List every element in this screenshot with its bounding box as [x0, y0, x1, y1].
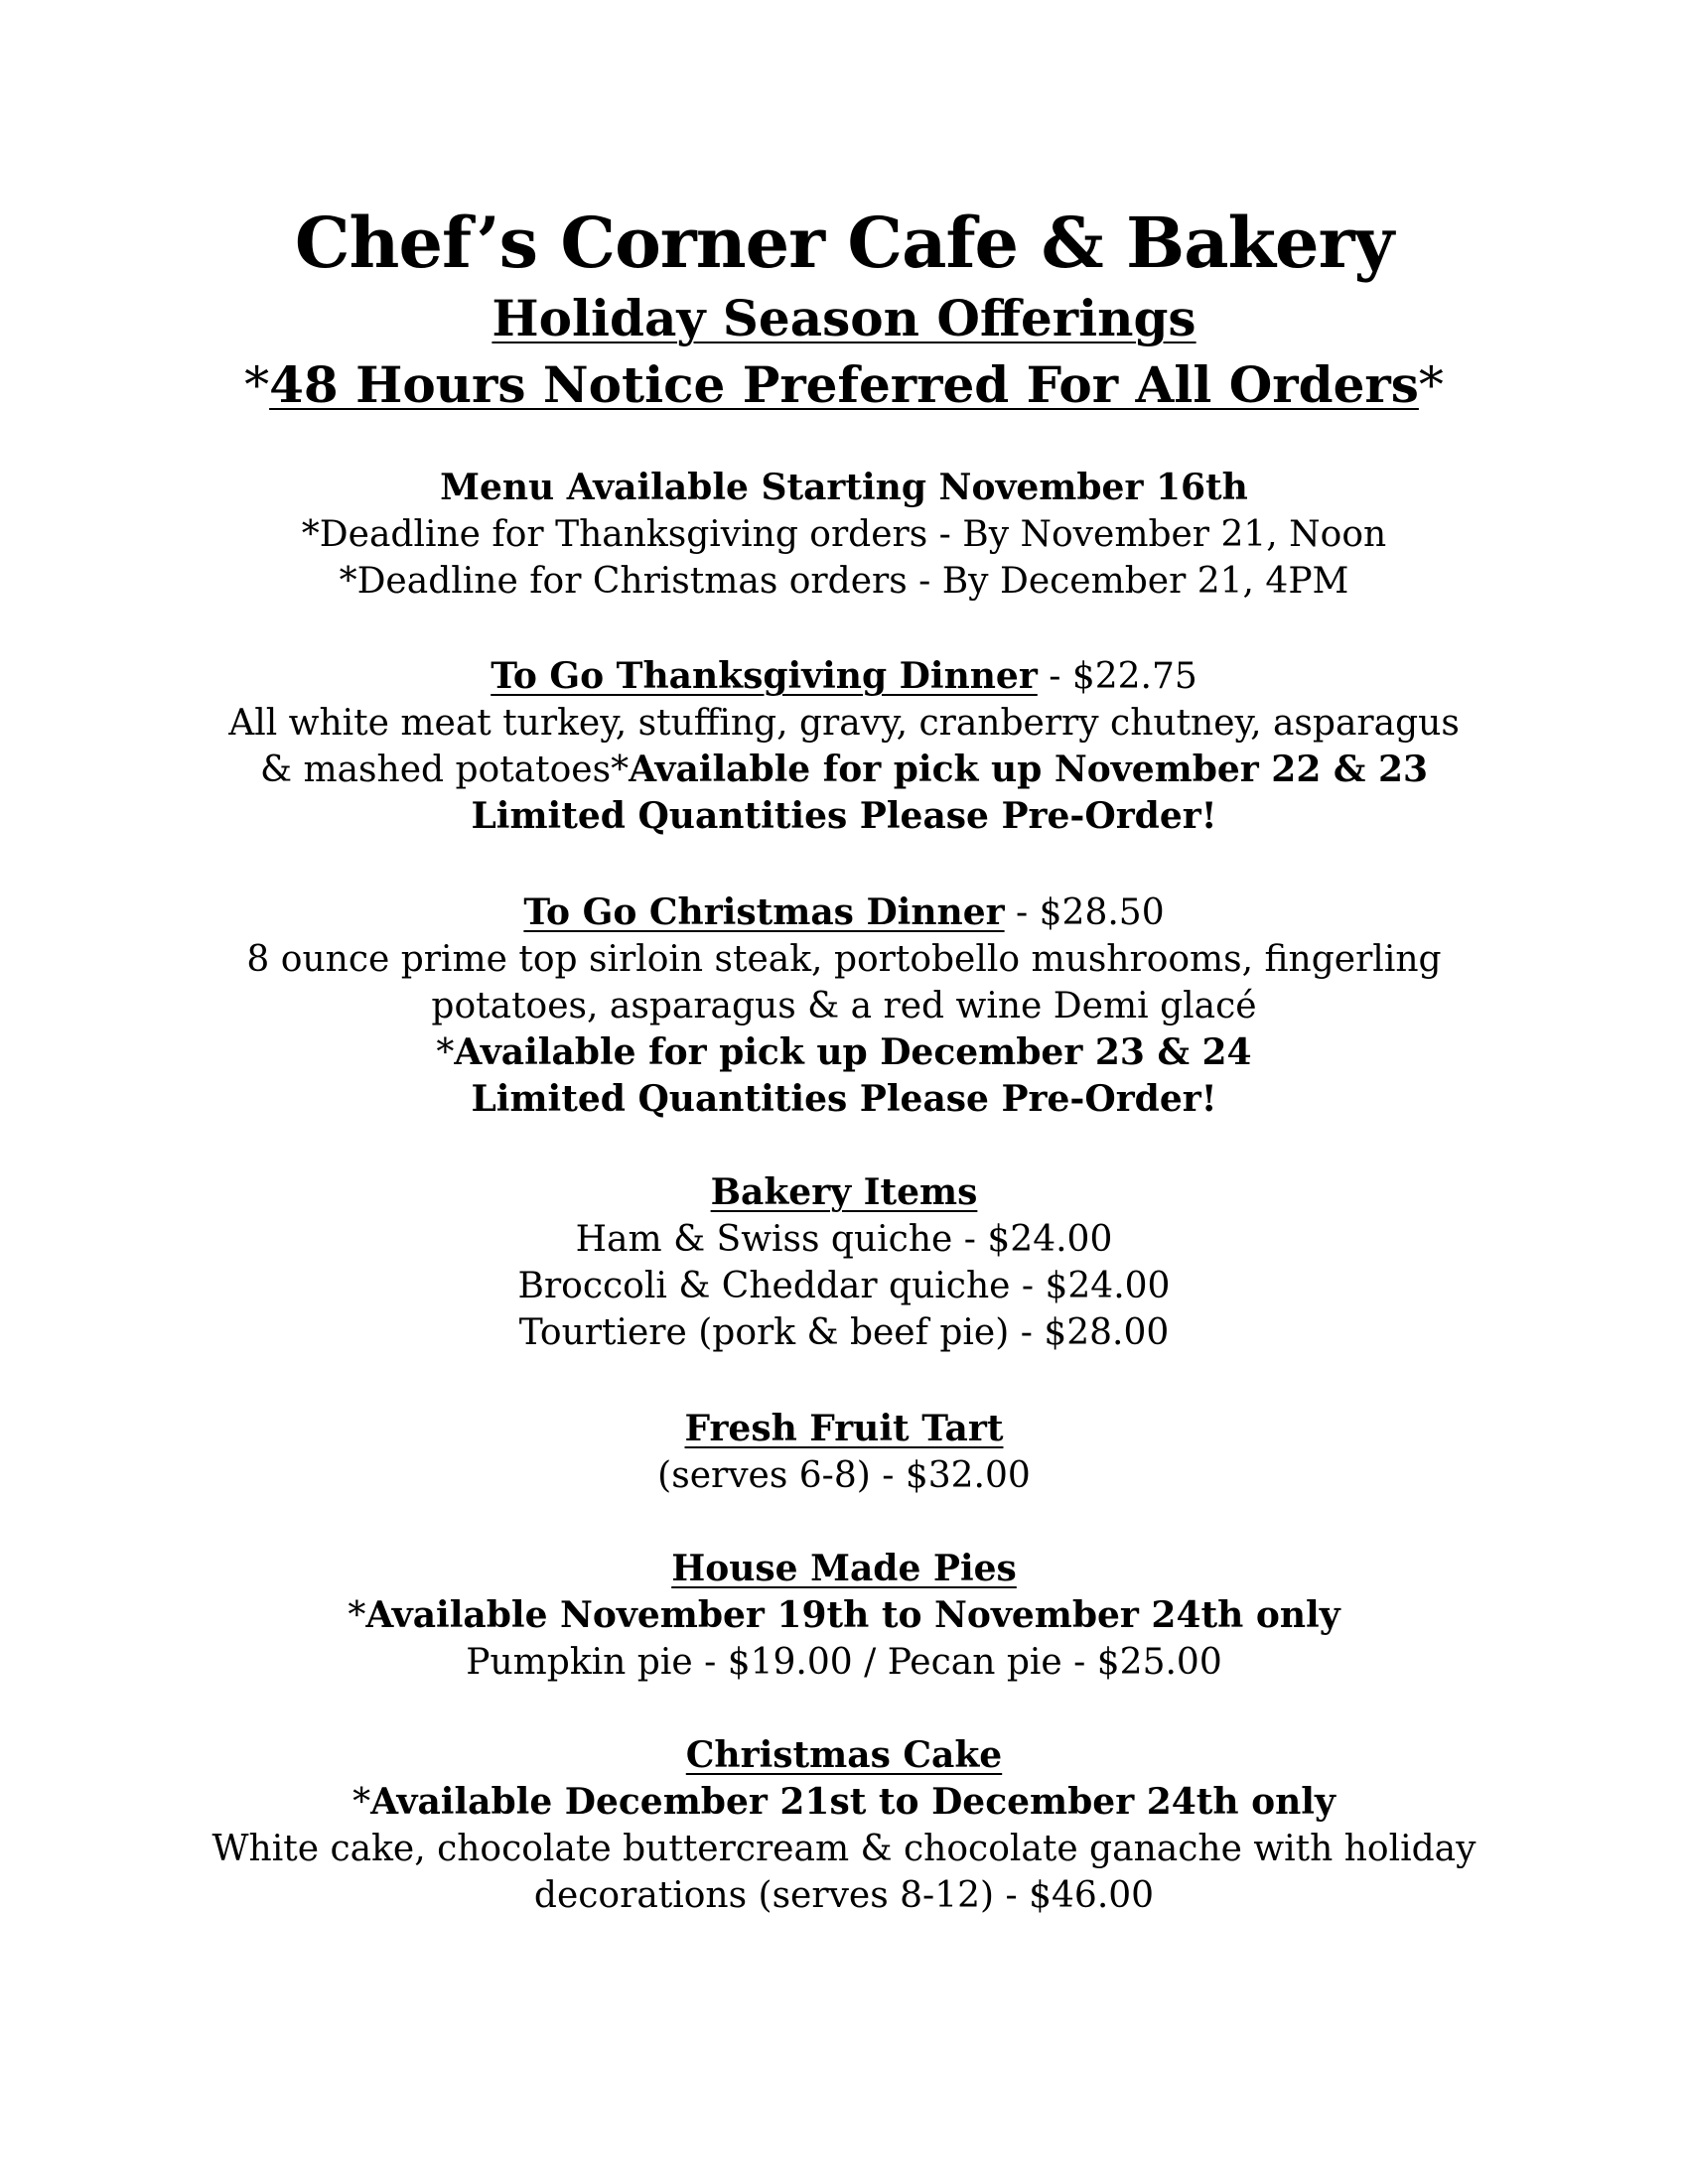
thanksgiving-star: *: [611, 750, 630, 790]
bakery-heading: Bakery Items: [710, 1171, 978, 1213]
cake-desc-2: decorations (serves 8-12) - $46.00: [533, 1875, 1155, 1916]
notice-text: 48 Hours Notice Preferred For All Orders: [269, 355, 1419, 414]
christmas-pickup-line: [0, 1029, 1688, 1076]
page-subtitle: [0, 286, 1688, 351]
thanksgiving-pickup: Available for pick up November 22 & 23: [629, 749, 1429, 790]
thanksgiving-desc-2-line: [0, 747, 1688, 793]
christmas-heading: To Go Christmas Dinner: [523, 891, 1005, 933]
tart-heading-line: [0, 1406, 1688, 1452]
pies-availability-line: [0, 1592, 1688, 1639]
pies-section: [0, 1546, 1688, 1686]
pies-heading-line: [0, 1546, 1688, 1592]
notice-star-right: *: [1418, 356, 1444, 414]
page-title: Chef’s Corner Cafe & Bakery: [294, 202, 1394, 284]
christmas-limited: Limited Quantities Please Pre-Order!: [471, 1078, 1217, 1120]
bakery-heading-line: [0, 1169, 1688, 1216]
subtitle-text: Holiday Season Offerings: [492, 289, 1196, 347]
christmas-dinner-section: [0, 889, 1688, 1123]
thanksgiving-desc-1: All white meat turkey, stuffing, gravy, cranberry chutney, asparagus: [228, 703, 1460, 744]
cake-heading: Christmas Cake: [685, 1734, 1003, 1776]
cake-desc-1: White cake, chocolate buttercream & chocolate ganache with holiday: [211, 1829, 1477, 1869]
pies-availability: Available November 19th to November 24th only: [365, 1594, 1340, 1636]
christmas-pickup: Available for pick up December 23 & 24: [454, 1031, 1252, 1073]
thanksgiving-deadline: *Deadline for Thanksgiving orders - By November 21, Noon: [301, 514, 1387, 555]
availability-line: Menu Available Starting November 16th: [440, 467, 1248, 508]
thanksgiving-desc-2: & mashed potatoes: [259, 750, 612, 790]
cake-heading-line: [0, 1732, 1688, 1779]
christmas-price: - $28.50: [1004, 892, 1165, 933]
list-item: Ham & Swiss quiche - $24.00: [575, 1219, 1113, 1260]
christmas-desc-2: potatoes, asparagus & a red wine Demi glacé: [431, 986, 1257, 1026]
christmas-deadline: *Deadline for Christmas orders - By December 21, 4PM: [339, 561, 1349, 602]
thanksgiving-section: [0, 653, 1688, 840]
pies-heading: House Made Pies: [671, 1548, 1017, 1589]
tart-heading: Fresh Fruit Tart: [684, 1408, 1004, 1449]
thanksgiving-limited: Limited Quantities Please Pre-Order!: [471, 795, 1217, 837]
bakery-section: [0, 1169, 1688, 1356]
cake-section: [0, 1732, 1688, 1919]
christmas-desc-1: 8 ounce prime top sirloin steak, portobello mushrooms, fingerling: [246, 939, 1442, 980]
tart-detail: (serves 6-8) - $32.00: [657, 1455, 1031, 1496]
cake-star: *: [352, 1782, 371, 1823]
tart-section: [0, 1406, 1688, 1499]
thanksgiving-price: - $22.75: [1037, 656, 1197, 697]
cake-availability: Available December 21st to December 24th only: [370, 1781, 1336, 1823]
christmas-star: *: [436, 1032, 455, 1073]
christmas-heading-line: [0, 889, 1688, 936]
thanksgiving-heading: To Go Thanksgiving Dinner: [491, 655, 1038, 697]
notice-star-left: *: [244, 356, 270, 414]
pies-star: *: [348, 1595, 366, 1636]
dates-section: [0, 465, 1688, 605]
thanksgiving-heading-line: [0, 653, 1688, 700]
list-item: Broccoli & Cheddar quiche - $24.00: [517, 1266, 1171, 1306]
pies-detail: Pumpkin pie - $19.00 / Pecan pie - $25.00: [466, 1642, 1222, 1683]
list-item: Tourtiere (pork & beef pie) - $28.00: [518, 1312, 1170, 1353]
cake-availability-line: [0, 1779, 1688, 1826]
order-notice: [0, 352, 1688, 418]
